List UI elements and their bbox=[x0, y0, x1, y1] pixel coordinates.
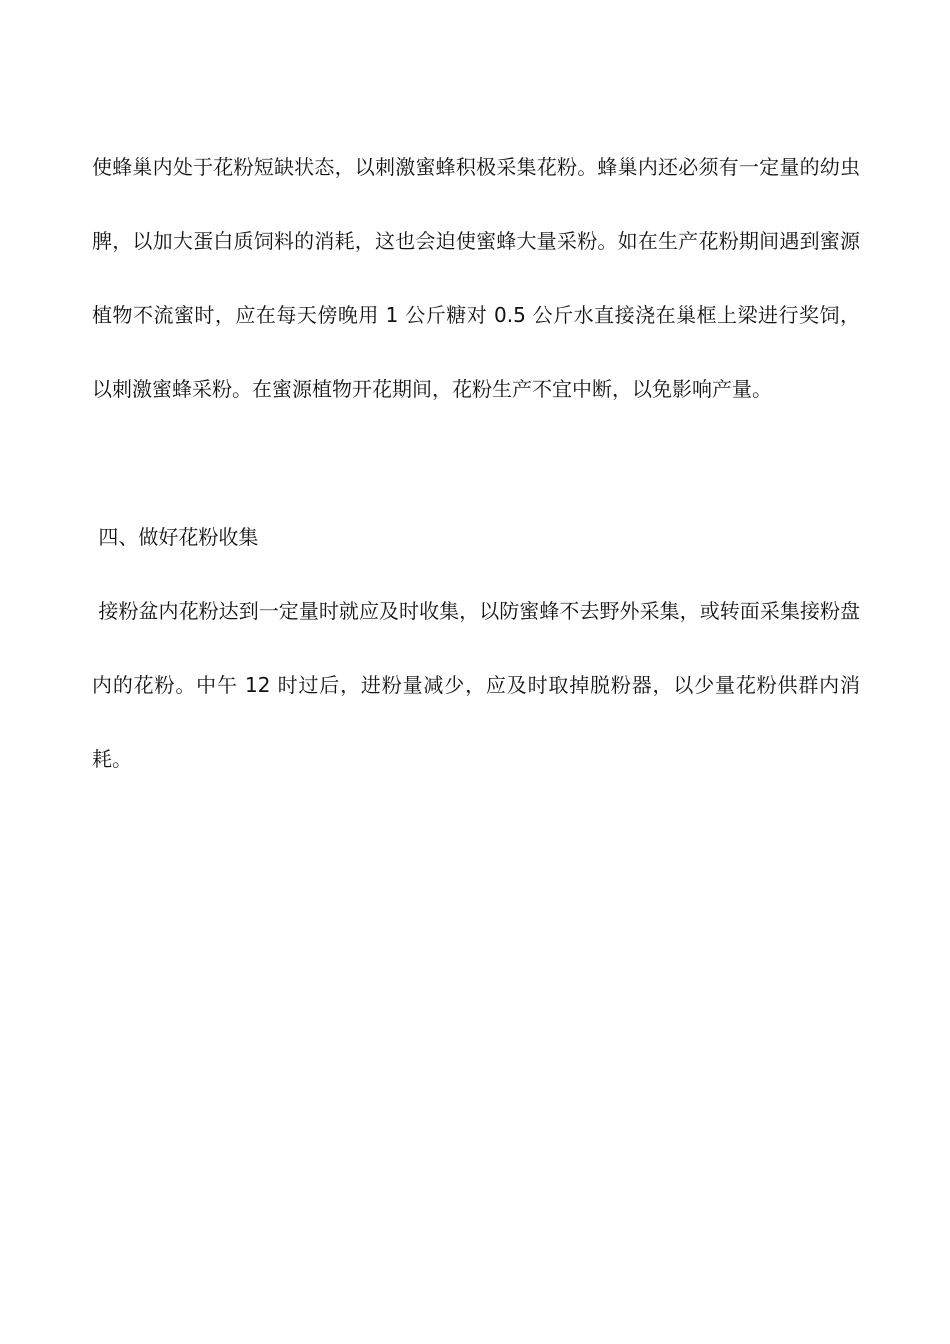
document-body bbox=[92, 130, 860, 796]
section-heading-pollen-collection: 四、做好花粉收集 bbox=[92, 525, 259, 549]
paragraph-bee-pollen-stimulation: 使蜂巢内处于花粉短缺状态，以刺激蜜蜂积极采集花粉。蜂巢内还必须有一定量的幼虫脾，以加大蛋白质饲料的消耗，这也会迫使蜜蜂大量采粉。如在生产花粉期间遇到蜜源植物不流蜜时，应在每天傍晚用 1 公斤糖对 0.5 公斤水直接浇在巢框上梁进行奖饲，以刺激蜜蜂采粉。在蜜源植物开花期间，花粉生产不宜中断，以免影响产量。 bbox=[92, 155, 860, 401]
paragraph-pollen-collection: 接粉盆内花粉达到一定量时就应及时收集，以防蜜蜂不去野外采集，或转面采集接粉盘内的花粉。中午 12 时过后，进粉量减少，应及时取掉脱粉器，以少量花粉供群内消耗。 bbox=[92, 599, 861, 771]
